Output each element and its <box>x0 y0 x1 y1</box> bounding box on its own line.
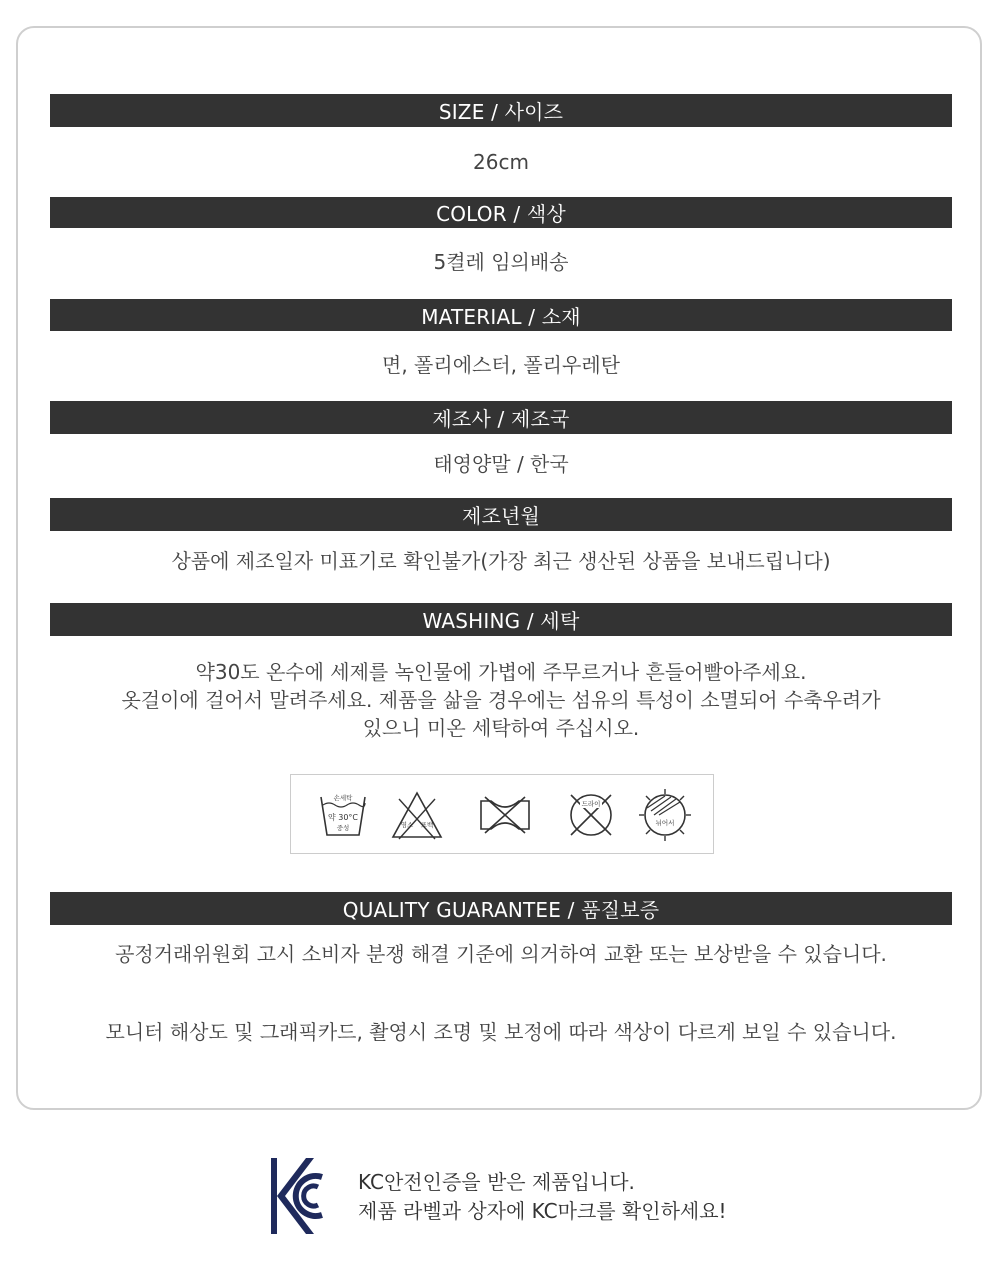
kc-notice <box>358 1168 727 1226</box>
washing-line-2: 옷걸이에 걸어서 말려주세요. 제품을 삶을 경우에는 섬유의 특성이 소멸되어 수축우려가 <box>121 688 881 712</box>
quality-line-1: 공정거래위원회 고시 소비자 분쟁 해결 기준에 의거하여 교환 또는 보상받을 수 있습니다. <box>115 942 887 966</box>
washing-line-1: 약30도 온수에 세제를 녹인물에 가볍에 주무르거나 흔들어빨아주세요. <box>195 660 807 684</box>
color-header: COLOR / 색상 <box>50 197 952 228</box>
flat-dry-shade-icon <box>637 787 693 843</box>
manufacture-date-value: 상품에 제조일자 미표기로 확인불가(가장 최근 생산된 상품을 보내드립니다) <box>171 549 831 573</box>
kc-certification-mark <box>268 1155 324 1237</box>
maker-value: 태영양말 / 한국 <box>433 452 569 476</box>
no-bleach-label-right: 표백 <box>420 821 434 829</box>
color-value: 5켤레 임의배송 <box>433 250 569 274</box>
size-header: SIZE / 사이즈 <box>50 94 952 127</box>
material-value: 면, 폴리에스터, 폴리우레탄 <box>382 353 620 377</box>
no-dry-clean-icon <box>563 787 619 843</box>
size-value: 26cm <box>473 150 529 174</box>
washing-header: WASHING / 세탁 <box>50 603 952 636</box>
kc-notice-line-2: 제품 라벨과 상자에 KC마크를 확인하세요! <box>358 1199 727 1223</box>
hand-wash-label-bottom: 중성 <box>336 824 350 832</box>
manufacture-date-header: 제조년월 <box>50 498 952 531</box>
quality-header: QUALITY GUARANTEE / 품질보증 <box>50 892 952 925</box>
hand-wash-label-top: 손세탁 <box>333 794 353 802</box>
shade-dry-label: 뉘어서 <box>655 819 675 827</box>
hand-wash-label-mid: 약 30°C <box>327 813 359 822</box>
kc-notice-line-1: KC안전인증을 받은 제품입니다. <box>358 1170 635 1194</box>
material-header: MATERIAL / 소재 <box>50 299 952 331</box>
no-chlorine-bleach-icon <box>389 787 445 843</box>
hand-wash-30-icon <box>315 787 371 843</box>
no-bleach-label-left: 염소 <box>400 821 414 829</box>
maker-header: 제조사 / 제조국 <box>50 401 952 434</box>
no-iron-icon <box>477 787 533 843</box>
quality-line-2: 모니터 해상도 및 그래픽카드, 촬영시 조명 및 보정에 따라 색상이 다르게 보일 수 있습니다. <box>105 1020 897 1044</box>
washing-line-3: 있으니 미온 세탁하여 주십시오. <box>362 716 640 740</box>
care-symbols-box <box>290 774 714 854</box>
no-dry-clean-label: 드라이 <box>581 800 601 808</box>
